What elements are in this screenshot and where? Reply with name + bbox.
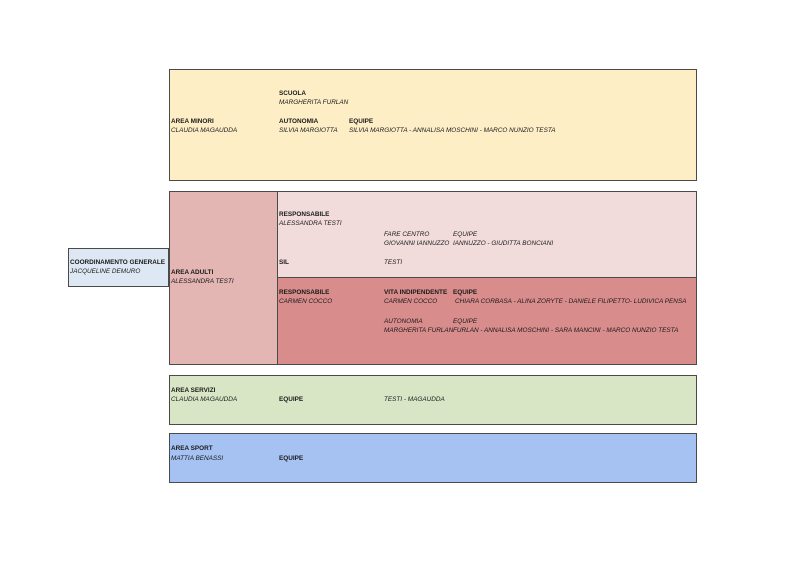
autonomia-equipe-title: EQUIPE [453,318,478,325]
servizi-equipe-title: EQUIPE [279,396,304,403]
area-adulti-name: ALESSANDRA TESTI [171,278,234,285]
sport-equipe-title: EQUIPE [279,455,304,462]
area-minori-title: AREA MINORI [171,118,214,125]
vita-equipe-names: CHIARA CORBASA - ALINA ZORYTE - DANIELE FILIPETTO- LUDIVICA PENSA [455,298,687,305]
resp2-title: RESPONSABILE [279,289,330,296]
responsabile-alessandra-box [277,191,697,278]
area-minori-name: CLAUDIA MAGAUDDA [171,127,238,134]
resp2-name: CARMEN COCCO [279,298,333,305]
area-servizi-title: AREA SERVIZI [171,387,216,394]
vita-indipendente-title: VITA INDIPENDENTE [384,289,448,296]
adulti-autonomia-name: MARGHERITA FURLAN [384,327,454,334]
fare-centro-title: FARE CENTRO [384,231,430,238]
coordinamento-title: COORDINAMENTO GENERALE [70,259,166,266]
minori-autonomia-name: SILVIA MARGIOTTA [279,127,338,134]
area-sport-title: AREA SPORT [171,445,213,452]
minori-autonomia-title: AUTONOMIA [279,118,319,125]
coordinamento-name: JACQUELINE DEMURO [70,268,141,275]
area-sport-name: MATTIA BENASSI [171,455,224,462]
fare-centro-equipe-names: IANNUZZO - GIUDITTA BONCIANI [453,240,554,247]
servizi-equipe-names: TESTI - MAGAUDDA [384,396,445,403]
sil-title: SIL [279,259,289,266]
fare-centro-name: GIOVANNI IANNUZZO [384,240,450,247]
fare-centro-equipe-title: EQUIPE [453,231,478,238]
minori-equipe-title: EQUIPE [349,118,374,125]
area-minori-box [169,69,697,181]
sil-name: TESTI [384,259,403,266]
vita-indipendente-name: CARMEN COCCO [384,298,438,305]
vita-equipe-title: EQUIPE [453,289,478,296]
area-servizi-name: CLAUDIA MAGAUDDA [171,396,238,403]
scuola-name: MARGHERITA FURLAN [279,99,349,106]
responsabile-carmen-box [277,277,697,365]
scuola-title: SCUOLA [279,90,306,97]
minori-equipe-names: SILVIA MARGIOTTA - ANNALISA MOSCHINI - MARCO NUNZIO TESTA [349,127,556,134]
area-adulti-title: AREA ADULTI [171,269,214,276]
adulti-autonomia-title: AUTONOMIA [384,318,423,325]
area-sport-box [169,433,697,483]
resp1-title: RESPONSABILE [279,211,330,218]
autonomia-equipe-names: FURLAN - ANNALISA MOSCHINI - SARA MANCINI - MARCO NUNZIO TESTA [453,327,679,334]
resp1-name: ALESSANDRA TESTI [279,220,342,227]
